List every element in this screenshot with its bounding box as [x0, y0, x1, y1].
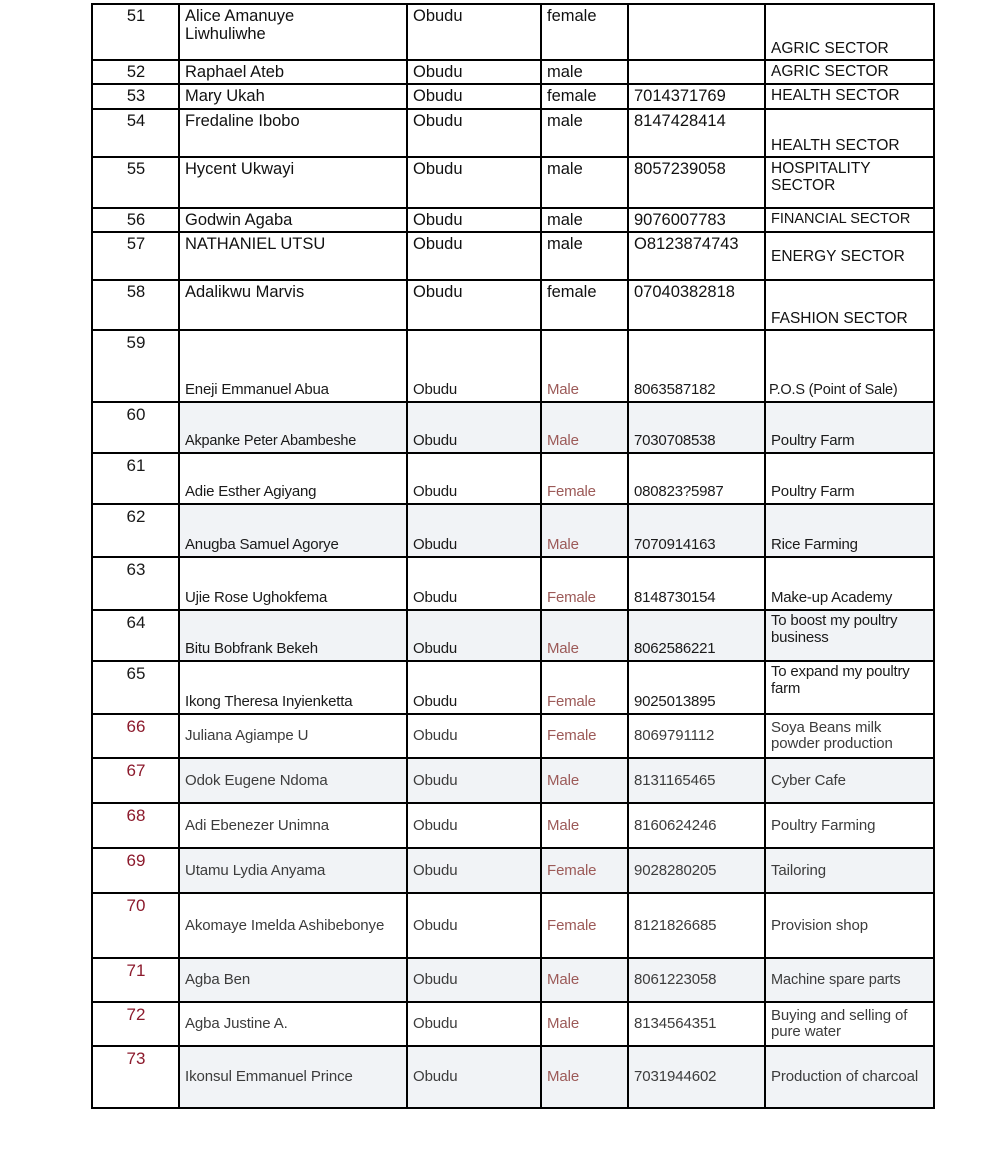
row-gender: male [541, 208, 628, 232]
row-phone: 7030708538 [628, 402, 765, 453]
row-phone: 07040382818 [628, 280, 765, 330]
row-name: Akomaye Imelda Ashibebonye [179, 893, 407, 958]
row-phone: 8061223058 [628, 958, 765, 1002]
row-phone: 7014371769 [628, 84, 765, 108]
row-lga: Obudu [407, 109, 541, 157]
row-business: P.O.S (Point of Sale) [765, 330, 934, 402]
row-phone: 7031944602 [628, 1046, 765, 1108]
row-phone [628, 60, 765, 84]
row-gender: male [541, 60, 628, 84]
table-row[interactable] [92, 958, 934, 1002]
table-row[interactable] [92, 1046, 934, 1108]
row-gender: Female [541, 453, 628, 504]
row-business: HEALTH SECTOR [765, 109, 934, 157]
row-name: Adie Esther Agiyang [179, 453, 407, 504]
row-id: 72 [92, 1002, 179, 1046]
row-id: 51 [92, 4, 179, 60]
row-name: Godwin Agaba [179, 208, 407, 232]
row-lga: Obudu [407, 84, 541, 108]
row-business: FINANCIAL SECTOR [765, 208, 934, 232]
row-name: Hycent Ukwayi [179, 157, 407, 208]
table-row[interactable] [92, 661, 934, 714]
table-row[interactable] [92, 758, 934, 803]
row-business: Tailoring [765, 848, 934, 893]
row-lga: Obudu [407, 60, 541, 84]
row-name: Bitu Bobfrank Bekeh [179, 610, 407, 661]
row-business: Provision shop [765, 893, 934, 958]
row-business: Rice Farming [765, 504, 934, 557]
row-phone: 8057239058 [628, 157, 765, 208]
row-name: NATHANIEL UTSU [179, 232, 407, 280]
beneficiary-table [91, 3, 935, 1109]
row-name: Adalikwu Marvis [179, 280, 407, 330]
row-phone: 9025013895 [628, 661, 765, 714]
table-row[interactable] [92, 557, 934, 610]
row-lga: Obudu [407, 958, 541, 1002]
table-row[interactable] [92, 848, 934, 893]
row-gender: female [541, 4, 628, 60]
row-business: To boost my poultry business [765, 610, 934, 661]
row-id: 71 [92, 958, 179, 1002]
row-business: Poultry Farm [765, 402, 934, 453]
row-name: Mary Ukah [179, 84, 407, 108]
row-id: 65 [92, 661, 179, 714]
row-gender: Male [541, 610, 628, 661]
row-lga: Obudu [407, 1046, 541, 1108]
row-phone: 8062586221 [628, 610, 765, 661]
row-lga: Obudu [407, 330, 541, 402]
table-row[interactable] [92, 109, 934, 157]
row-business: Soya Beans milk powder production [765, 714, 934, 758]
row-id: 60 [92, 402, 179, 453]
row-name: Eneji Emmanuel Abua [179, 330, 407, 402]
row-lga: Obudu [407, 208, 541, 232]
row-gender: Male [541, 402, 628, 453]
row-name: Utamu Lydia Anyama [179, 848, 407, 893]
row-phone: 8131165465 [628, 758, 765, 803]
row-phone: 8063587182 [628, 330, 765, 402]
row-id: 62 [92, 504, 179, 557]
row-name: Adi Ebenezer Unimna [179, 803, 407, 848]
table-row[interactable] [92, 157, 934, 208]
table-row[interactable] [92, 1002, 934, 1046]
row-phone: 8134564351 [628, 1002, 765, 1046]
row-id: 70 [92, 893, 179, 958]
row-name: Akpanke Peter Abambeshe [179, 402, 407, 453]
row-gender: Male [541, 958, 628, 1002]
row-id: 63 [92, 557, 179, 610]
row-gender: male [541, 232, 628, 280]
row-business: To expand my poultry farm [765, 661, 934, 714]
row-id: 54 [92, 109, 179, 157]
row-phone: 8069791112 [628, 714, 765, 758]
row-name: Raphael Ateb [179, 60, 407, 84]
row-id: 59 [92, 330, 179, 402]
table-row[interactable] [92, 232, 934, 280]
row-lga: Obudu [407, 4, 541, 60]
row-phone: 9076007783 [628, 208, 765, 232]
table-row[interactable] [92, 402, 934, 453]
row-id: 73 [92, 1046, 179, 1108]
table-row[interactable] [92, 4, 934, 60]
row-id: 58 [92, 280, 179, 330]
row-name: Anugba Samuel Agorye [179, 504, 407, 557]
row-business: AGRIC SECTOR [765, 4, 934, 60]
row-name: Ikong Theresa Inyienketta [179, 661, 407, 714]
row-lga: Obudu [407, 453, 541, 504]
table-row[interactable] [92, 504, 934, 557]
row-business: AGRIC SECTOR [765, 60, 934, 84]
row-id: 67 [92, 758, 179, 803]
table-row[interactable] [92, 610, 934, 661]
table-row[interactable] [92, 280, 934, 330]
row-phone: 8121826685 [628, 893, 765, 958]
row-id: 56 [92, 208, 179, 232]
row-gender: Female [541, 893, 628, 958]
row-business: Machine spare parts [765, 958, 934, 1002]
row-lga: Obudu [407, 893, 541, 958]
row-lga: Obudu [407, 232, 541, 280]
row-business: Buying and selling of pure water [765, 1002, 934, 1046]
row-gender: female [541, 84, 628, 108]
row-lga: Obudu [407, 504, 541, 557]
row-lga: Obudu [407, 280, 541, 330]
row-name: Juliana Agiampe U [179, 714, 407, 758]
row-phone: 8160624246 [628, 803, 765, 848]
row-id: 64 [92, 610, 179, 661]
row-gender: Male [541, 758, 628, 803]
table-row[interactable] [92, 330, 934, 402]
row-name: Ujie Rose Ughokfema [179, 557, 407, 610]
row-business: FASHION SECTOR [765, 280, 934, 330]
row-lga: Obudu [407, 1002, 541, 1046]
row-lga: Obudu [407, 848, 541, 893]
row-phone [628, 4, 765, 60]
table-row[interactable] [92, 714, 934, 758]
row-gender: Female [541, 661, 628, 714]
row-id: 61 [92, 453, 179, 504]
row-gender: Male [541, 1046, 628, 1108]
row-gender: Female [541, 848, 628, 893]
row-phone: 7070914163 [628, 504, 765, 557]
table-row[interactable] [92, 84, 934, 108]
row-name-line1: Alice Amanuye [185, 7, 295, 25]
row-name: Agba Ben [179, 958, 407, 1002]
row-gender: female [541, 280, 628, 330]
row-business: Poultry Farming [765, 803, 934, 848]
row-name: Agba Justine A. [179, 1002, 407, 1046]
row-gender: Male [541, 504, 628, 557]
row-gender: Male [541, 1002, 628, 1046]
row-business: Poultry Farm [765, 453, 934, 504]
row-name: Fredaline Ibobo [179, 109, 407, 157]
row-phone: 080823?5987 [628, 453, 765, 504]
table-row[interactable] [92, 60, 934, 84]
table-body [92, 4, 934, 1108]
row-lga: Obudu [407, 402, 541, 453]
row-name: Ikonsul Emmanuel Prince [179, 1046, 407, 1108]
row-business: Make-up Academy [765, 557, 934, 610]
row-lga: Obudu [407, 661, 541, 714]
row-lga: Obudu [407, 758, 541, 803]
row-lga: Obudu [407, 557, 541, 610]
row-business: HEALTH SECTOR [765, 84, 934, 108]
row-gender: male [541, 109, 628, 157]
row-phone: 9028280205 [628, 848, 765, 893]
table-row[interactable] [92, 453, 934, 504]
row-id: 57 [92, 232, 179, 280]
row-lga: Obudu [407, 157, 541, 208]
row-id: 53 [92, 84, 179, 108]
table-row[interactable] [92, 803, 934, 848]
row-lga: Obudu [407, 714, 541, 758]
row-id: 69 [92, 848, 179, 893]
row-name [179, 4, 407, 60]
row-lga: Obudu [407, 803, 541, 848]
row-name-line2: Liwhuliwhe [185, 25, 266, 44]
row-gender: male [541, 157, 628, 208]
row-business: ENERGY SECTOR [765, 232, 934, 280]
row-name: Odok Eugene Ndoma [179, 758, 407, 803]
row-business: HOSPITALITY SECTOR [765, 157, 934, 208]
row-gender: Male [541, 803, 628, 848]
table-row[interactable] [92, 893, 934, 958]
table-row[interactable] [92, 208, 934, 232]
row-phone: 8147428414 [628, 109, 765, 157]
row-gender: Female [541, 557, 628, 610]
row-business: Cyber Cafe [765, 758, 934, 803]
row-business: Production of charcoal [765, 1046, 934, 1108]
row-id: 66 [92, 714, 179, 758]
row-gender: Male [541, 330, 628, 402]
row-gender: Female [541, 714, 628, 758]
row-id: 55 [92, 157, 179, 208]
row-lga: Obudu [407, 610, 541, 661]
row-phone: 8148730154 [628, 557, 765, 610]
row-id: 52 [92, 60, 179, 84]
row-phone: O8123874743 [628, 232, 765, 280]
row-id: 68 [92, 803, 179, 848]
